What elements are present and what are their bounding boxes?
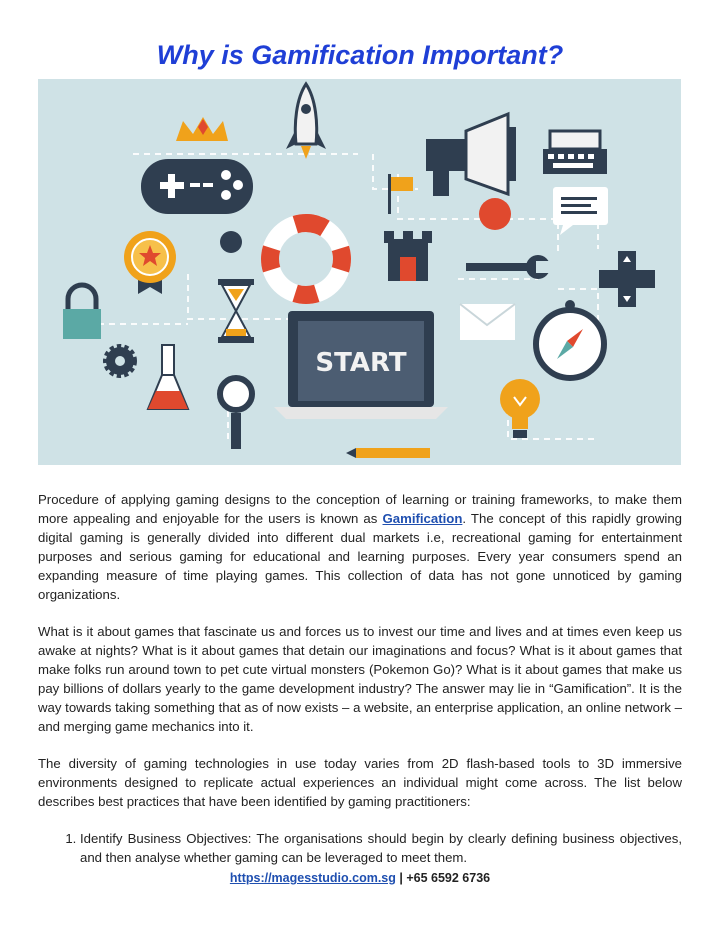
best-practices-list xyxy=(38,829,682,867)
crown-icon xyxy=(176,117,228,141)
illustration-svg xyxy=(38,79,681,465)
laptop-screen-text: START xyxy=(315,348,407,378)
medal-icon xyxy=(124,231,176,294)
magnifier-icon xyxy=(220,378,252,449)
gamepad-icon xyxy=(141,159,253,214)
lightbulb-icon xyxy=(500,379,540,438)
flag-icon xyxy=(388,174,413,214)
footer xyxy=(0,871,720,885)
lock-icon xyxy=(63,285,101,339)
footer-separator: | xyxy=(395,871,407,885)
lifebuoy-icon xyxy=(270,223,342,295)
paragraph-3: The diversity of gaming technologies in use today varies from 2D flash-based tools to 3D immersive environments designed to replicate actual experiences an individual might come across. The list below describes best practices that have been identified by gaming practitioners: xyxy=(38,756,682,809)
dpad-icon xyxy=(599,251,655,307)
page-title: Why is Gamification Important? xyxy=(156,40,564,70)
gamification-link[interactable]: Gamification xyxy=(382,511,463,526)
article-body xyxy=(38,490,682,867)
laptop-icon xyxy=(274,311,448,419)
compass-icon xyxy=(536,300,604,378)
hourglass-icon xyxy=(218,279,254,343)
phone-number: +65 6592 6736 xyxy=(406,871,491,885)
tower-icon xyxy=(384,231,432,281)
website-link[interactable]: https://magesstudio.com.sg xyxy=(229,871,396,885)
envelope-icon xyxy=(460,304,515,340)
ball-icon xyxy=(479,198,511,230)
chat-icon xyxy=(553,187,608,235)
megaphone-icon xyxy=(426,114,516,196)
flask-icon xyxy=(148,345,188,409)
pencil-icon xyxy=(346,448,430,458)
rocket-icon xyxy=(286,84,326,159)
gear-icon xyxy=(106,347,134,375)
paragraph-1: Procedure of applying gaming designs to the conception of learning or training frameworks, to make them more appealing and enjoyable for the users is known as Gamification. The concept of this rapidly growing digital gaming is generally divided into different dual markets i.e, recreational gaming for entertainment purposes and serious gaming for educational and learning purposes. Every year consumers spend an expanding measure of time playing games. This collection of data has not gone unnoticed by gaming organizations. xyxy=(38,492,683,602)
typewriter-icon xyxy=(543,131,607,174)
gamification-illustration xyxy=(38,79,681,465)
wrench-icon xyxy=(466,255,552,279)
list-item: 1. Identify Business Objectives: The organisations should begin by clearly defining business objectives, and then analyse whether gaming can be leveraged to meet them. xyxy=(80,829,682,867)
paragraph-2: What is it about games that fascinate us and forces us to invest our time and lives and at times even keep us awake at nights? What is it about games that detain our imaginations and focus? What is it about games that make folks run around town to pet cute virtual monsters (Pokemon Go)? What is it about games that make us pay billions of dollars yearly to the game development industry? The answer may lie in “Gamification”. It is the way towards taking something that as of now exists – a website, an enterprise application, an online network – and merging game mechanics into it. xyxy=(38,624,682,734)
